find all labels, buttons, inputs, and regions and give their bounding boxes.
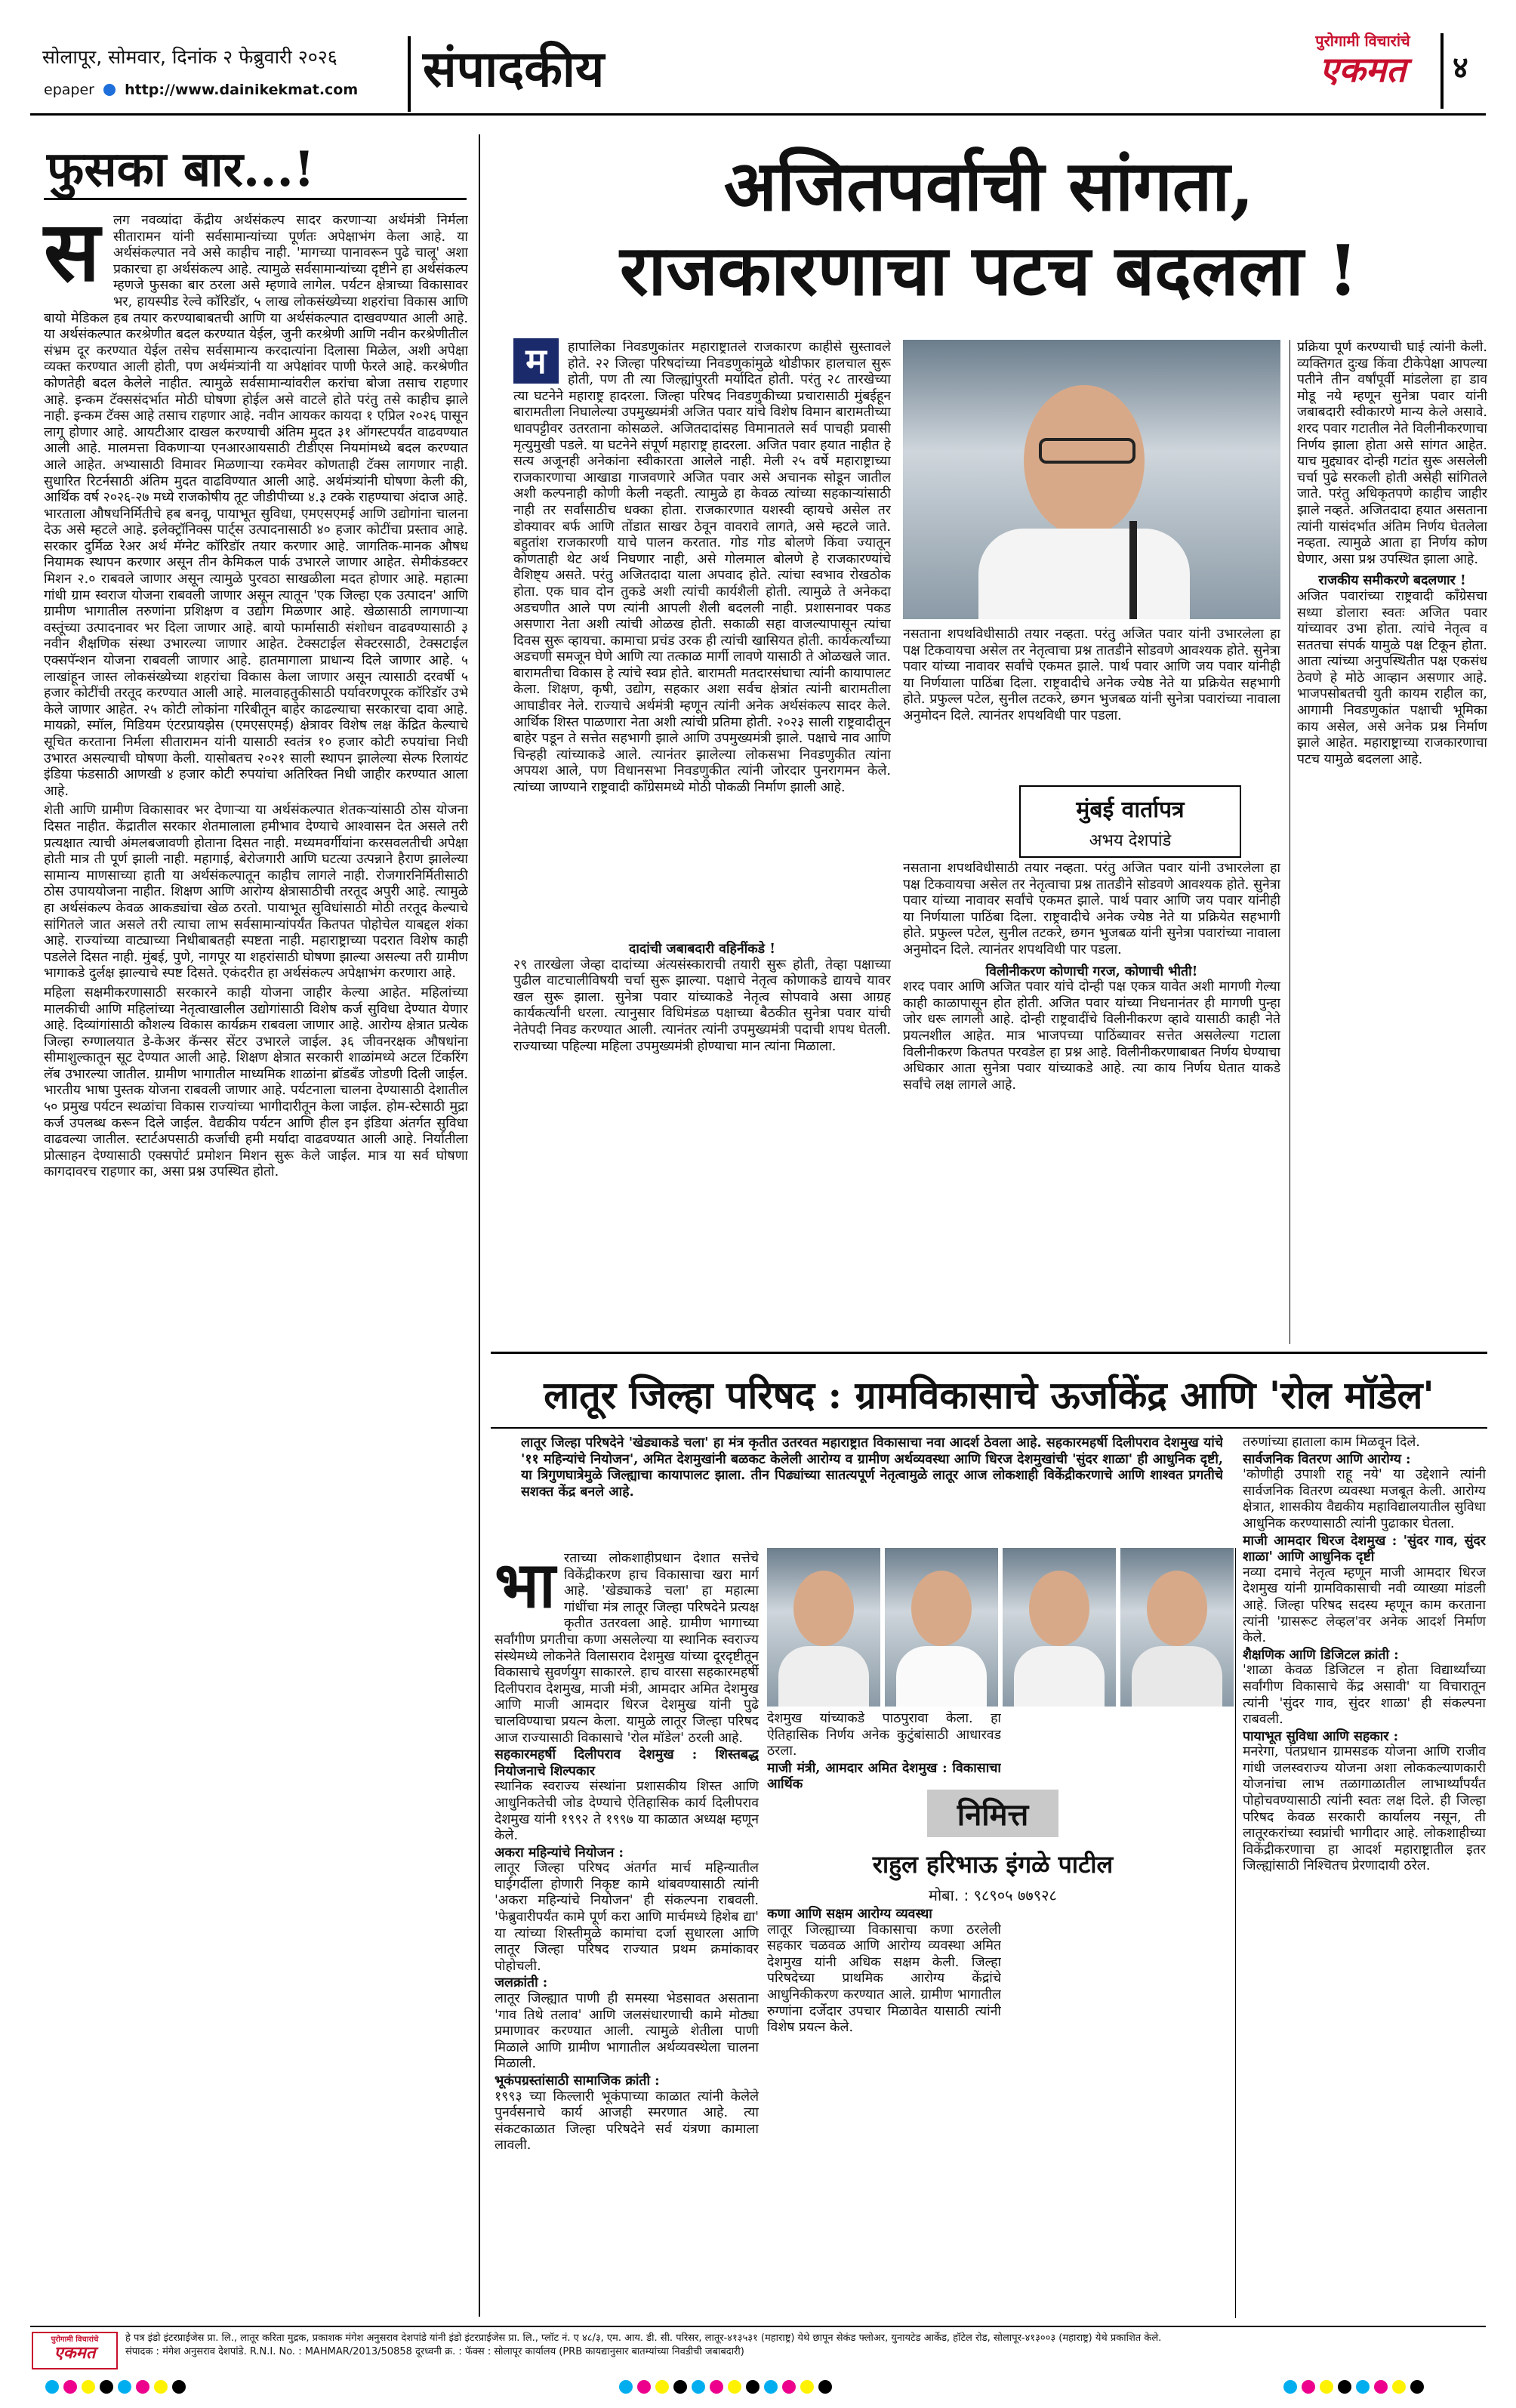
latur-subhead-9: पायाभूत सुविधा आणि सहकार : — [1243, 1728, 1399, 1744]
latur-photo-2-shirt — [896, 1646, 987, 1707]
latur-photo-4-face — [1147, 1571, 1207, 1646]
latur-subhead-4: भूकंपग्रस्तांसाठी सामाजिक क्रांती : — [495, 2073, 660, 2089]
logo-tagline: पुरोगामी विचारांचे — [1315, 32, 1410, 50]
magenta-dot — [1302, 2380, 1315, 2394]
cyan-dot — [692, 2380, 705, 2394]
date-line: सोलापूर, सोमवार, दिनांक २ फेब्रुवारी २०२६ — [42, 46, 337, 68]
latur-col3a-text: 'कोणीही उपाशी राहू नये' या उद्देशाने त्यांनी सार्वजनिक वितरण व्यवस्था मजबूत केली. आरोग्य क्षेत्रात, शासकीय वैद्यकीय महाविद्यालयातील सुविधा आधुनिक करण्यासाठी त्यांनी पुढाकार घेतला. — [1243, 1467, 1486, 1531]
latur-col1d-text: लातूर जिल्ह्यात पाणी ही समस्या भेडसावत असताना 'गाव तिथे तलाव' आणि जलसंधारणाची कामे मोठ्या प्रमाणावर करण्यात आली. त्यामुळे शेतीला पाणी मिळाले आणि ग्रामीण भागातील अर्थव्यवस्थेला चालना मिळाली. — [495, 1991, 759, 2072]
latur-photo-2-face — [911, 1571, 972, 1646]
yellow-dot — [728, 2380, 741, 2394]
cyan-dot — [764, 2380, 778, 2394]
photo-microphone — [1129, 521, 1137, 619]
main-headline — [491, 143, 1487, 313]
column-box-byline: अभय देशपांडे — [1089, 831, 1172, 850]
magenta-dot — [1374, 2380, 1388, 2394]
yellow-dot — [82, 2380, 95, 2394]
black-dot — [1410, 2380, 1424, 2394]
footer-imprint-line2: संपादक : मंगेश अनुसराव देशपांडे. R.N.I. No. : MAHMAR/2013/50858 दूरध्वनी क्र. : फॅक्स : सोलापूर कार्यालय (PRB कायद्यानुसार बातम्यांच्या निवडीची जबाबदारी) — [125, 2346, 744, 2357]
left-body-3: महिला सक्षमीकरणासाठी सरकारने काही योजना जाहीर केल्या आहेत. महिलांच्या मालकीची आणि महिलांच्या नेतृत्वाखालील उद्योगांसाठी विशेष कर्ज सुविधा देण्यात येणार आहे. दिव्यांगांसाठी कौशल्य विकास कार्यक्रम राबवला जाणार आहे. आरोग्य क्षेत्रात प्रत्येक जिल्हा रुग्णालयात डे-केअर कॅन्सर सेंटर उभारले जाईल. ३६ जीवनरक्षक औषधांना सीमाशुल्कातून सूट देण्यात आली आहे. शिक्षण क्षेत्रात सरकारी शाळांमध्ये अटल टिंकरिंग लॅब उभारल्या जातील. ग्रामीण भागातील माध्यमिक शाळांना ब्रॉडबँड जोडणी दिली जाईल. भारतीय भाषा पुस्तक योजना राबवली जाणार आहे. पर्यटनाला चालना देण्यासाठी देशातील ५० प्रमुख पर्यटन स्थळांचा विकास राज्यांच्या भागीदारीतून केला जाईल. होम-स्टेसाठी मुद्रा कर्ज उपलब्ध करून दिले जाईल. वैद्यकीय पर्यटन आणि हील इन इंडिया अंतर्गत सुविधा वाढवल्या जातील. स्टार्टअपसाठी कर्जाची हमी मर्यादा वाढवण्यात आली आहे. निर्यातीला प्रोत्साहन देण्यासाठी एक्सपोर्ट प्रमोशन मिशन सुरू केले जाईल. मात्र या सर्व घोषणा कागदावरच राहणार का, असा प्रश्न उपस्थित होतो. — [44, 985, 468, 1180]
color-registration-center — [619, 2380, 837, 2397]
section-title: संपादकीय — [423, 39, 605, 98]
left-editorial-title: फुसका बार...! — [47, 141, 315, 198]
main-col3b-text: शरद पवार आणि अजित पवार यांचे दोन्ही पक्ष एकत्र यावेत अशी मागणी गेल्या काही काळापासून होत होती. अजित पवार यांच्या निधनानंतर ही मागणी पुन्हा जोर धरू लागली आहे. दोन्ही राष्ट्रवादींचे विलीनीकरण व्हावे यासाठी काही नेते प्रयत्नशील आहेत. मात्र भाजपच्या पाठिंब्यावर सत्तेत असलेल्या गटाला विलीनीकरण कितपत परवडेल हा प्रश्न आहे. विलीनीकरणाबाबत निर्णय घेण्याचा अधिकार आता सुनेत्रा पवार यांच्याकडे आहे. त्या काय निर्णय घेतात याकडे सर्वांचे लक्ष लागले आहे. — [903, 979, 1280, 1093]
nimitta-box — [830, 1790, 1155, 1903]
main-col-1b — [513, 941, 891, 1341]
yellow-dot — [1392, 2380, 1406, 2394]
latur-subhead-5: कणा आणि सक्षम आरोग्य व्यवस्था — [767, 1905, 932, 1922]
main-dropcap-spacer — [513, 340, 568, 388]
footer-logo — [32, 2332, 118, 2369]
latur-intro — [521, 1435, 1223, 1533]
latur-dropcap: भा — [495, 1547, 556, 1622]
latur-col1c-text: लातूर जिल्हा परिषद अंतर्गत मार्च महिन्यातील घाईगर्दीला होणारी निकृष्ट कामे थांबवण्यासाठी त्यांनी 'अकरा महिन्यांचे नियोजन' ही संकल्पना राबवली. 'फेब्रुवारीपर्यंत कामे पूर्ण करा आणि मार्चमध्ये हिशेब द्या' या त्यांच्या शिस्तीमुळे कामांचा दर्जा सुधारला आणि लातूर जिल्हा परिषद राज्यात प्रथम क्रमांकावर पोहोचली. — [495, 1861, 759, 1974]
magenta-dot — [637, 2380, 651, 2394]
nimitta-title: निमित्त — [927, 1790, 1058, 1837]
black-dot — [673, 2380, 687, 2394]
column-box-mumbai — [1019, 785, 1241, 858]
main-subhead-1: दादांची जबाबदारी वहिनींकडे ! — [629, 941, 775, 957]
latur-col-1 — [495, 1547, 759, 2321]
footer-logo-tagline: पुरोगामी विचारांचे — [51, 2336, 99, 2344]
latur-photo-1-face — [793, 1571, 854, 1646]
left-title-rule — [44, 198, 467, 200]
yellow-dot — [655, 2380, 669, 2394]
latur-headline: लातूर जिल्हा परिषद : ग्रामविकासाचे ऊर्जाकेंद्र आणि 'रोल मॉडेल' — [544, 1373, 1434, 1417]
latur-subhead-6: सार्वजनिक वितरण आणि आरोग्य : — [1243, 1451, 1411, 1467]
latur-col3c-text: 'शाळा केवळ डिजिटल न होता विद्यार्थ्यांच्या सर्वांगीण विकासाचे केंद्र असावी' या विचारातून त्यांनी 'सुंदर गाव, सुंदर शाळा' ही संकल्पना राबवली. — [1243, 1663, 1486, 1728]
latur-col1b-text: स्थानिक स्वराज्य संस्थांना प्रशासकीय शिस्त आणि आधुनिकतेची जोड देण्याचे ऐतिहासिक कार्य दिलीपराव देशमुख यांनी १९९२ ते १९९७ या काळात अध्यक्ष म्हणून केले. — [495, 1779, 759, 1844]
latur-col-divider — [1235, 1548, 1236, 2318]
main-col4-text: प्रक्रिया पूर्ण करण्याची घाई त्यांनी केली. व्यक्तिगत दुःख किंवा टीकेपेक्षा आपल्या पतीने तीन वर्षांपूर्वी मांडलेला हा डाव मोडू नये म्हणून सुनेत्रा पवार यांनी जबाबदारी स्वीकारणे मान्य केले असावे. शरद पवार गटातील नेते विलीनीकरणाचा निर्णय झाला होता असे सांगत आहेत. याच मुद्द्यावर दोन्ही गटांत सुरू असलेली चर्चा पुढे सरकली होती असेही सांगितले जाते. परंतु अधिकृतपणे काहीच जाहीर झाले नव्हते. अजितदादा हयात असताना त्यांनी यासंदर्भात अंतिम निर्णय घेतलेला नव्हता. त्यामुळे आता हा निर्णय कोण घेणार, असा प्रश्न उपस्थित झाला आहे. — [1297, 340, 1487, 567]
latur-col3b-text: नव्या दमाचे नेतृत्व म्हणून माजी आमदार धिरज देशमुख यांनी ग्रामविकासाची नवी व्याख्या मांडली आहे. जिल्हा परिषद सदस्य म्हणून काम करताना त्यांनी 'ग्रासरूट लेव्हल'वर अनेक आदर्श निर्माण केले. — [1243, 1565, 1486, 1646]
magenta-dot — [136, 2380, 149, 2394]
left-dropcap-spacer — [44, 213, 113, 294]
latur-subhead-1: सहकारमहर्षी दिलीपराव देशमुख : शिस्तबद्ध नियोजनाचे शिल्पकार — [495, 1747, 759, 1779]
nimitta-phone: मोबा. : ९८९०५ ७७९२८ — [929, 1886, 1057, 1904]
latur-photo-1-shirt — [778, 1646, 869, 1707]
nimitta-name: राहुल हरिभाऊ इंगळे पाटील — [872, 1850, 1114, 1879]
latur-subhead-8: शैक्षणिक आणि डिजिटल क्रांती : — [1243, 1646, 1399, 1663]
photo-glasses — [1039, 438, 1135, 464]
photo-shirt — [978, 529, 1190, 619]
main-col-2b — [903, 861, 1280, 1341]
left-editorial-body — [44, 213, 468, 2312]
left-body-2: शेती आणि ग्रामीण विकासावर भर देणाऱ्या या अर्थसंकल्पात शेतकऱ्यांसाठी ठोस योजना दिसत नाहीत. केंद्रातील सरकार शेतमालाला हमीभाव देण्याचे आश्वासन देत असले तरी प्रत्यक्षात त्याची अंमलबजावणी होताना दिसत नाही. मध्यमवर्गीयांना करसवलतीची अपेक्षा होती मात्र ती पूर्ण झाली नाही. महागाई, बेरोजगारी आणि घटत्या उत्पन्नाने हैराण झालेल्या सामान्य माणसाच्या हाती या अर्थसंकल्पातून काहीच लागले नाही. रोजगारनिर्मितीसाठी ठोस उपाययोजना नाहीत. शिक्षण आणि आरोग्य क्षेत्रासाठीची तरतूद अपुरी आहे. त्यामुळे हा अर्थसंकल्प केवळ आकड्यांचा खेळ ठरतो. पायाभूत सुविधांसाठी मोठी तरतूद केल्याचे सांगितले जात असले तरी त्याचा लाभ सर्वसामान्यांपर्यंत कितपत पोहोचेल याबद्दल शंका आहे. राज्यांच्या वाट्याच्या निधीबाबतही स्पष्टता नाही. महाराष्ट्राच्या पदरात विशेष काही पडलेले दिसत नाही. मुंबई, पुणे, नागपूर या शहरांसाठी घोषणा झाल्या असल्या तरी ग्रामीण भागाकडे दुर्लक्ष झाल्याचे स्पष्ट दिसते. एकंदरीत हा अर्थसंकल्प अपेक्षाभंग करणारा आहे. — [44, 803, 468, 982]
main-col-2 — [903, 627, 1280, 793]
cyan-dot — [118, 2380, 131, 2394]
main-col3-more: नसताना शपथविधीसाठी तयार नव्हता. परंतु अजित पवार यांनी उभारलेला हा पक्ष टिकवायचा असेल तर नेतृत्वाचा प्रश्न तातडीने सोडवणे आवश्यक होते. सुनेत्रा पवार यांच्या नावावर सर्वांचे एकमत झाले. पार्थ पवार आणि जय पवार यांनीही या निर्णयाला पाठिंबा दिला. राष्ट्रवादीचे अनेक ज्येष्ठ नेते या प्रक्रियेत सहभागी होते. प्रफुल्ल पटेल, सुनील तटकरे, छगन भुजबळ यांनी सुनेत्रा पवारांच्या नावाला अनुमोदन दिले. त्यानंतर शपथविधी पार पडला. — [903, 861, 1280, 957]
magenta-dot — [63, 2380, 77, 2394]
latur-intro-text: लातूर जिल्हा परिषदेने 'खेड्याकडे चला' हा मंत्र कृतीत उतरवत महाराष्ट्रात विकासाचा नवा आदर्श ठेवला आहे. सहकारमहर्षी दिलीपराव देशमुख यांचे '११ महिन्यांचे नियोजन', अमित देशमुखांनी बळकट केलेली आरोग्य व ग्रामीण अर्थव्यवस्था आणि धिरज देशमुखांची 'सुंदर शाळा' ही आधुनिक दृष्टी, या त्रिगुणघात्रेमुळे जिल्ह्याचा कायापालट झाला. तीन पिढ्यांच्या सातत्यपूर्ण नेतृत्वामुळे लातूर आज लोकशाही विकेंद्रीकरणाचे आणि शाश्वत प्रगतीचे सशक्त केंद्र बनले आहे. — [521, 1435, 1223, 1500]
latur-subhead-3: जलक्रांती : — [495, 1975, 548, 1991]
main-col-3 — [1297, 340, 1487, 1344]
main-col1-text: हापालिका निवडणुकांतर महाराष्ट्रातले राजकारण काहीसे सुस्तावले होते. २२ जिल्हा परिषदांच्या निवडणुकांमुळे थोडीफार हालचाल सुरू होती, पण ती त्या जिल्ह्यांपुरती मर्यादित होती. परंतु २८ तारखेच्या त्या घटनेने महाराष्ट्र हादरला. जिल्हा परिषद निवडणुकीच्या प्रचारासाठी मुंबईहून बारामतीला निघालेल्या उपमुख्यमंत्री अजित पवार यांचे विशेष विमान बारामतीच्या धावपट्टीवर उतरताना कोसळले. अजितदादांसह विमानातले सर्व पाचही प्रवासी मृत्युमुखी पडले. या घटनेने संपूर्ण महाराष्ट्र हादरला. अजित पवार हयात नाहीत हे सत्य अजूनही अनेकांना स्वीकारता आलेले नाही. मेली २५ वर्षे महाराष्ट्राच्या राजकारणाचा आखाडा गाजवणारे अजित पवार असे अचानक सोडून जातील अशी कल्पनाही कोणी केली नव्हती. त्यामुळे हा केवळ त्यांच्या सहकाऱ्यांसाठी नाही तर सर्वांसाठीच धक्का होता. राजकारणात यशस्वी व्हायचे असेल तर डोक्यावर बर्फ आणि तोंडात साखर ठेवून वावरावे लागते, असे म्हटले जाते. बहुतांश राजकारणी याचे पालन करतात. गोड गोड बोलणे किंवा ज्यातून कोणताही थेट अर्थ निघणार नाही, असे गोलमाल बोलणे हे राजकारण्यांचे वैशिष्ट्य असते. परंतु अजितदादा याला अपवाद होते. त्यांचा स्वभाव रोखठोक होता. एक घाव दोन तुकडे अशी त्यांची कार्यशैली होती. त्यामुळे ते अनेकदा अडचणीत आले पण त्यांनी आपली शैली बदलली नाही. — [513, 340, 891, 616]
cyan-dot — [619, 2380, 633, 2394]
latur-photo-caption: माजी मंत्री, आमदार अमित देशमुख : विकासाचा आर्थिक — [767, 1759, 1001, 1793]
latur-head-rule — [491, 1427, 1487, 1429]
black-dot — [1338, 2380, 1351, 2394]
yellow-dot — [800, 2380, 814, 2394]
color-registration-right — [1283, 2380, 1428, 2397]
magenta-dot — [710, 2380, 723, 2394]
masthead-divider — [408, 36, 411, 112]
left-body-1: लग नवव्यांदा केंद्रीय अर्थसंकल्प सादर करणाऱ्या अर्थमंत्री निर्मला सीतारामन यांनी सर्वसामान्यांच्या पूर्णतः अपेक्षाभंग केला आहे. या अर्थसंकल्पात नवे असे काहीच नाही. 'मागच्या पानावरून पुढे चालू' अशा प्रकारचा हा अर्थसंकल्प आहे. त्यामुळे सर्वसामान्यांच्या दृष्टीने हा अर्थसंकल्प म्हणजे फुसका बार ठरला असे म्हणावे लागेल. पर्यटन क्षेत्राच्या विकासावर भर, हायस्पीड रेल्वे कॉरिडॉर, ५ लाख लोकसंख्येच्या शहरांचा विकास आणि बायो मेडिकल हब तयार करण्याबाबतची आणि या अर्थसंकल्पात दाखवण्यात आली आहे. या अर्थसंकल्पात करश्रेणीत बदल करण्यात येईल, जुनी करश्रेणी आणि नवीन करश्रेणीतील संभ्रम दूर करण्यात येईल तसेच सर्वसामान्य करदात्यांना दिलासा मिळेल, अशी अपेक्षा व्यक्त करण्यात आली होती, पण अर्थमंत्र्यांनी या अपेक्षांवर पाणी फेरले आहे. करश्रेणीत कोणतेही बदल केलेले नाहीत. त्यामुळे सर्वसामान्यांवरील करांचा बोजा तसाच राहणार आहे. इन्कम टॅक्ससंदर्भात मोठी घोषणा होईल असे वाटले होते परंतु तसे काहीच झाले नाही. इन्कम टॅक्स आहे तसाच राहणार आहे. नवीन आयकर कायदा १ एप्रिल २०२६ पासून लागू होणार आहे. आयटीआर दाखल करण्याची अंतिम मुदत ३१ ऑगस्टपर्यंत वाढवण्यात आली आहे. मालमत्ता विकणाऱ्या एनआरआयसाठी टीडीएस नियमांमध्ये बदल करण्यात आले आहेत. अभ्यासाठी विमावर मिळणाऱ्या रकमेवर कोणताही टॅक्स लागणार नाही. सुधारित रिटर्नसाठी अंतिम मुदत वाढविण्यात आली आहे. अर्थमंत्र्यांनी घोषणा केली की, आर्थिक वर्ष २०२६-२७ मध्ये राजकोषीय तूट जीडीपीच्या ४.३ टक्के राहण्याचा अंदाज आहे. भारताला औषधनिर्मितीचे हब बनवू, पायाभूत सुविधा, एमएसएमई आणि उद्योगांना चालना देऊ असे म्हटले आहे. इलेक्ट्रॉनिक्स पार्ट्स उत्पादनासाठी ४० हजार कोटींचा प्रस्ताव आहे. सरकार दुर्मिळ रेअर अर्थ मॅग्नेट कॉरिडॉर तयार करणार आहे. जागतिक-मानक औषध नियामक स्थापन करणार असून तीन केमिकल पार्क उभारले जाणार आहेत. सेमीकंडक्टर मिशन २.० राबवले जाणार असून त्यामुळे पुरवठा साखळीला मदत होणार आहे. महात्मा गांधी ग्राम स्वराज योजना राबवली जाणार असून त्यातून 'एक जिल्हा एक उत्पादन' आणि ग्रामीण भागातील तरुणांना प्रशिक्षण व उद्योग मिळणार आहे. खेळासाठी लागणाऱ्या वस्तूंच्या उत्पादनावर भर दिला जाणार आहे. बायो फार्मासाठी संशोधन वाढवण्यासाठी ३ नवीन शैक्षणिक संस्था उभारल्या जाणार आहेत. टेक्सटाईल सेक्टरसाठी, टेक्सटाईल एक्सपॅन्शन योजना राबवली जाणार आहे. हातमागाला प्राधान्य दिले जाणार आहे. ५ लाखांहून जास्त लोकसंख्येच्या शहरांचा विकास केला जाणार असून त्यासाठी दरवर्षी ५ हजार कोटींची तरतूद करण्यात आली आहे. मालवाहतुकीसाठी पर्यावरणपूरक कॉरिडॉर उभे केले जाणार आहेत. २५ कोटी लोकांना गरिबीतून बाहेर काढल्याचा सरकारचा दावा आहे. मायक्रो, स्मॉल, मिडियम एंटरप्रायझेस (एमएसएमई) क्षेत्रावर विशेष लक्ष केंद्रित केल्याचे सूचित करताना निर्मला सीतारामन यांनी यासाठी स्वतंत्र १० हजार कोटी रुपयांचा निधी उभारत असल्याची घोषणा केली. यासोबतच २०२१ साली स्थापन झालेल्या सेल्फ रिलायंट इंडिया फंडसाठी आणखी ४ हजार कोटी रुपयांचा अतिरिक्त निधी जाहीर करण्यात आला आहे. — [44, 213, 468, 799]
main-subhead-3: राजकीय समीकरणे बदलणार ! — [1318, 572, 1466, 589]
cyan-dot — [45, 2380, 59, 2394]
footer-imprint-line1: हे पत्र इंडो इंटरप्राईजेस प्रा. लि., लातूर करिता मुद्रक, प्रकाशक मंगेश अनुसराव देशपांडे यांनी इंडो इंटरप्राईजेस प्रा. लि., प्लॉट नं. ए ४८/३, एम. आय. डी. सी. परिसर, लातूर-४१३५३१ (महाराष्ट्र) येथे छापून सेकंड फ्लोअर, युनायटेड आर्केड, हॉटेल रोड, सोलापूर-४१३००३ (महाराष्ट्र) येथे प्रकाशित केले. — [125, 2332, 1162, 2344]
black-dot — [172, 2380, 186, 2394]
latur-subhead-2: अकरा महिन्यांचे नियोजन : — [495, 1844, 624, 1861]
latur-col1-text: रताच्या लोकशाहीप्रधान देशात सत्तेचे विकेंद्रीकरण हाच विकासाचा खरा मार्ग आहे. 'खेड्याकडे चला' हा महात्मा गांधींचा मंत्र लातूर जिल्हा परिषदेने प्रत्यक्ष कृतीत उतरवला आहे. ग्रामीण भागाच्या सर्वांगीण प्रगतीचा कणा असलेल्या या स्थानिक स्वराज्य संस्थेमध्ये लोकनेते विलासराव देशमुख यांच्या दूरदृष्टीतून विकासाचे सुवर्णयुग साकारले. हाच वारसा सहकारमहर्षी दिलीपराव देशमुख, माजी मंत्री, आमदार अमित देशमुख आणि माजी आमदार धिरज देशमुख यांनी पुढे चालविण्याचा प्रयत्न केला. यामुळे लातूर जिल्हा परिषद आज राज्यासाठी विकासाचे 'रोल मॉडेल' ठरली आहे. — [495, 1551, 759, 1746]
main-col4b-text: अजित पवारांच्या राष्ट्रवादी काँग्रेसचा सध्या डोलारा स्वतः अजित पवार यांच्यावर उभा होता. त्यांचे नेतृत्व व सततचा संपर्क यामुळे पक्ष टिकून होता. आता त्यांच्या अनुपस्थितीत पक्ष एकसंध ठेवणे हे मोठे आव्हान असणार आहे. भाजपसोबतची युती कायम राहील का, आगामी निवडणुकांत पक्षाची भूमिका काय असेल, असे अनेक प्रश्न निर्माण झाले आहेत. महाराष्ट्राच्या राजकारणाचा पटच यामुळे बदलला आहे. — [1297, 588, 1487, 767]
latur-photo-4-shirt — [1132, 1646, 1222, 1707]
footer — [0, 2326, 1516, 2408]
main-col3-text: नसताना शपथविधीसाठी तयार नव्हता. परंतु अजित पवार यांनी उभारलेला हा पक्ष टिकवायचा असेल तर नेतृत्वाचा प्रश्न तातडीने सोडवणे आवश्यक होते. सुनेत्रा पवार यांच्या नावावर सर्वांचे एकमत झाले. पार्थ पवार आणि जय पवार यांनीही या निर्णयाला पाठिंबा दिला. राष्ट्रवादीचे अनेक ज्येष्ठ नेते या प्रक्रियेत सहभागी होते. प्रफुल्ल पटेल, सुनील तटकरे, छगन भुजबळ यांनी सुनेत्रा पवारांच्या नावाला अनुमोदन दिले. त्यानंतर शपथविधी पार पडला. — [903, 627, 1280, 723]
left-dropcap: स — [44, 202, 100, 300]
latur-top-rule — [491, 1352, 1487, 1354]
main-col2b-text: २९ तारखेला जेव्हा दादांच्या अंत्यसंस्काराची तयारी सुरू होती, तेव्हा पक्षाच्या पुढील वाटचालीविषयी चर्चा सुरू झाल्या. पक्षाचे नेतृत्व कोणाकडे द्यायचे यावर खल सुरू झाला. सुनेत्रा पवार यांच्याकडे नेतृत्व सोपवावे असा आग्रह कार्यकर्त्यांनी धरला. त्यानुसार विधिमंडळ पक्षाच्या बैठकीत सुनेत्रा पवार यांची नेतेपदी निवड करण्यात आली. त्यानंतर त्यांनी उपमुख्यमंत्री पदाची शपथ घेतली. राज्याच्या पहिल्या महिला उपमुख्यमंत्री होण्याचा मान त्यांना मिळाला. — [513, 957, 891, 1054]
latur-col-3 — [1243, 1435, 1486, 2318]
main-subhead-2: विलीनीकरण कोणाची गरज, कोणाची भीती! — [985, 963, 1198, 979]
latur-col2-text: देशमुख यांच्याकडे पाठपुरावा केला. हा ऐतिहासिक निर्णय अनेक कुटुंबांसाठी आधारवड ठरला. — [767, 1711, 1001, 1759]
latur-dropcap-spacer — [495, 1547, 564, 1622]
latur-photo-strip — [767, 1548, 1235, 1707]
color-registration-left — [45, 2380, 190, 2397]
column-box-title: मुंबई वार्तापत्र — [1076, 797, 1185, 823]
masthead-rule — [30, 113, 1486, 116]
masthead — [0, 0, 1516, 113]
main-headline-line1: अजितपर्वाची सांगता, — [723, 145, 1255, 227]
column-divider-left — [479, 134, 480, 2317]
newspaper-logo — [1276, 30, 1450, 113]
footer-imprint — [125, 2332, 1484, 2359]
website-link[interactable]: http://www.dainikekmat.com — [125, 82, 359, 98]
cyan-dot — [1283, 2380, 1297, 2394]
yellow-dot — [1320, 2380, 1333, 2394]
latur-photo-4 — [1120, 1548, 1234, 1707]
latur-col2b-text: लातूर जिल्ह्याच्या विकासाचा कणा ठरलेली सहकार चळवळ आणि आरोग्य व्यवस्था अमित देशमुख यांनी अधिक सक्षम केली. जिल्हा परिषदेच्या प्राथमिक आरोग्य केंद्रांचे आधुनिकीकरण करण्यात आले. ग्रामीण भागातील रुग्णांना दर्जेदार उपचार मिळावेत यासाठी त्यांनी विशेष प्रयत्न केले. — [767, 1922, 1001, 2036]
latur-photo-2 — [885, 1548, 998, 1707]
latur-photo-3 — [1003, 1548, 1116, 1707]
latur-subhead-7: माजी आमदार धिरज देशमुख : 'सुंदर गाव, सुंदर शाळा' आणि आधुनिक दृष्टी — [1243, 1532, 1486, 1565]
latur-col1e-text: १९९३ च्या किल्लारी भूकंपाच्या काळात त्यांनी केलेले पुनर्वसनाचे कार्य आजही स्मरणात आहे. त्या संकटकाळात जिल्हा परिषदेने सर्व यंत्रणा कामाला लावली. — [495, 2089, 759, 2154]
latur-photo-3-shirt — [1014, 1646, 1105, 1707]
main-col2-text: प्रशासनावर पकड असणारा नेता अशी त्यांची ओळख होती. सकाळी सहा वाजल्यापासून त्यांचा दिवस सुरू व्हायचा. कामाचा प्रचंड उरक ही त्यांची खासियत होती. कार्यकर्त्यांच्या अडचणी समजून घेणे आणि त्या तत्काळ मार्गी लावणे यासाठी ते ओळखले जात. बारामतीचा विकास हे त्यांचे स्वप्न होते. बारामती मतदारसंघाचा त्यांनी कायापालट केला. शिक्षण, कृषी, उद्योग, सहकार अशा सर्वच क्षेत्रांत त्यांनी बारामतीला आघाडीवर नेले. राज्याचे अर्थमंत्री म्हणून त्यांनी अनेक अर्थसंकल्प सादर केले. आर्थिक शिस्त पाळणारा नेता अशी त्यांची प्रतिमा होती. २०२३ साली राष्ट्रवादीतून बाहेर पडून ते सत्तेत सहभागी झाले आणि उपमुख्यमंत्री झाले. पक्षाचे नाव आणि चिन्हही त्यांच्याकडे आले. त्यानंतर झालेल्या लोकसभा निवडणुकीत त्यांना अपयश आले, पण विधानसभा निवडणुकीत त्यांनी जोरदार पुनरागमन केले. त्यांच्या जाण्याने राष्ट्रवादी काँग्रेसमध्ये मोठी पोकळी निर्माण झाली आहे. — [513, 600, 891, 796]
main-photo-ajit-pawar — [903, 340, 1280, 619]
latur-photo-1 — [767, 1548, 880, 1707]
latur-photo-3-face — [1029, 1571, 1089, 1646]
yellow-dot — [154, 2380, 168, 2394]
footer-logo-name: एकमत — [54, 2344, 96, 2363]
epaper-label: epaper — [44, 82, 94, 98]
main-dropcap: म — [513, 338, 559, 384]
main-headline-line2: राजकारणाचा पटच बदलला ! — [620, 230, 1358, 311]
black-dot — [746, 2380, 760, 2394]
footer-rule — [30, 2326, 1486, 2327]
main-col-1 — [513, 340, 891, 936]
black-dot — [818, 2380, 832, 2394]
epaper-line — [44, 82, 358, 98]
masthead-divider-right — [1441, 33, 1444, 109]
magenta-dot — [782, 2380, 796, 2394]
logo-name: एकमत — [1319, 49, 1407, 90]
latur-col3d-text: मनरेगा, पंतप्रधान ग्रामसडक योजना आणि राजीव गांधी जलस्वराज्य योजना अशा लोककल्याणकारी योजनांचा लाभ तळागाळातील लाभार्थ्यांपर्यंत पोहोचवण्यासाठी त्यांनी स्वतः लक्ष दिले. ही जिल्हा परिषद केवळ सरकारी कार्यालय नसून, ती लातूरकरांच्या स्वप्नांची भागीदार आहे. लोकशाहीच्या विकेंद्रीकरणाचा हा आदर्श महाराष्ट्रातील इतर जिल्ह्यांसाठी निश्चितच प्रेरणादायी ठरेल. — [1243, 1744, 1486, 1874]
globe-icon — [103, 84, 116, 96]
latur-col3-text: तरुणांच्या हाताला काम मिळवून दिले. — [1243, 1435, 1420, 1450]
black-dot — [100, 2380, 113, 2394]
cyan-dot — [1356, 2380, 1370, 2394]
page-number: ४ — [1453, 51, 1468, 85]
